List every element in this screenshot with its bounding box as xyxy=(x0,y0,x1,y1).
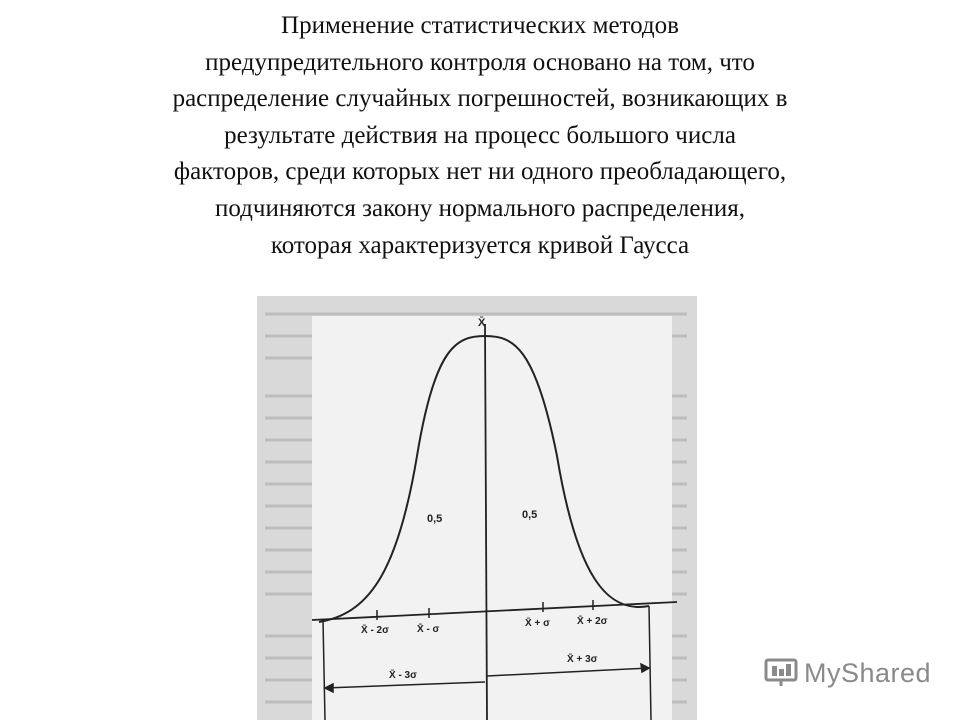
right-half-label: 0,5 xyxy=(522,509,538,521)
left-half-label: 0,5 xyxy=(427,513,443,525)
label-minus-1s: X̄ - σ xyxy=(417,624,440,635)
label-plus-3s: X̄ + 3σ xyxy=(567,654,598,665)
label-plus-2s: X̄ + 2σ xyxy=(577,616,608,627)
heading-line-2: предупредительного контроля основано на том, что xyxy=(205,48,755,76)
label-minus-3s: X̄ - 3σ xyxy=(389,670,417,681)
myshared-logo xyxy=(764,650,944,696)
heading-line-4: результате действия на процесс большого числа xyxy=(224,121,736,149)
logo-text: MyShared xyxy=(804,657,932,688)
heading-line-6: подчиняются закону нормального распределения, xyxy=(215,194,745,222)
heading-line-3: распределение случайных погрешностей, возникающих в xyxy=(172,85,788,113)
slide-heading xyxy=(40,8,920,264)
heading-line-5: факторов, среди которых нет ни одного преобладающего, xyxy=(173,158,787,186)
figure-paper xyxy=(312,316,672,720)
presentation-icon xyxy=(764,658,798,688)
label-minus-2s: X̄ - 2σ xyxy=(361,625,389,636)
gauss-curve-figure xyxy=(257,296,697,720)
label-plus-1s: X̄ + σ xyxy=(525,618,550,629)
mean-label: X̄ xyxy=(478,317,486,329)
heading-line-1: Применение статистических методов xyxy=(281,12,679,39)
heading-line-7: которая характеризуется кривой Гаусса xyxy=(270,231,690,259)
gauss-curve-svg xyxy=(257,296,697,720)
